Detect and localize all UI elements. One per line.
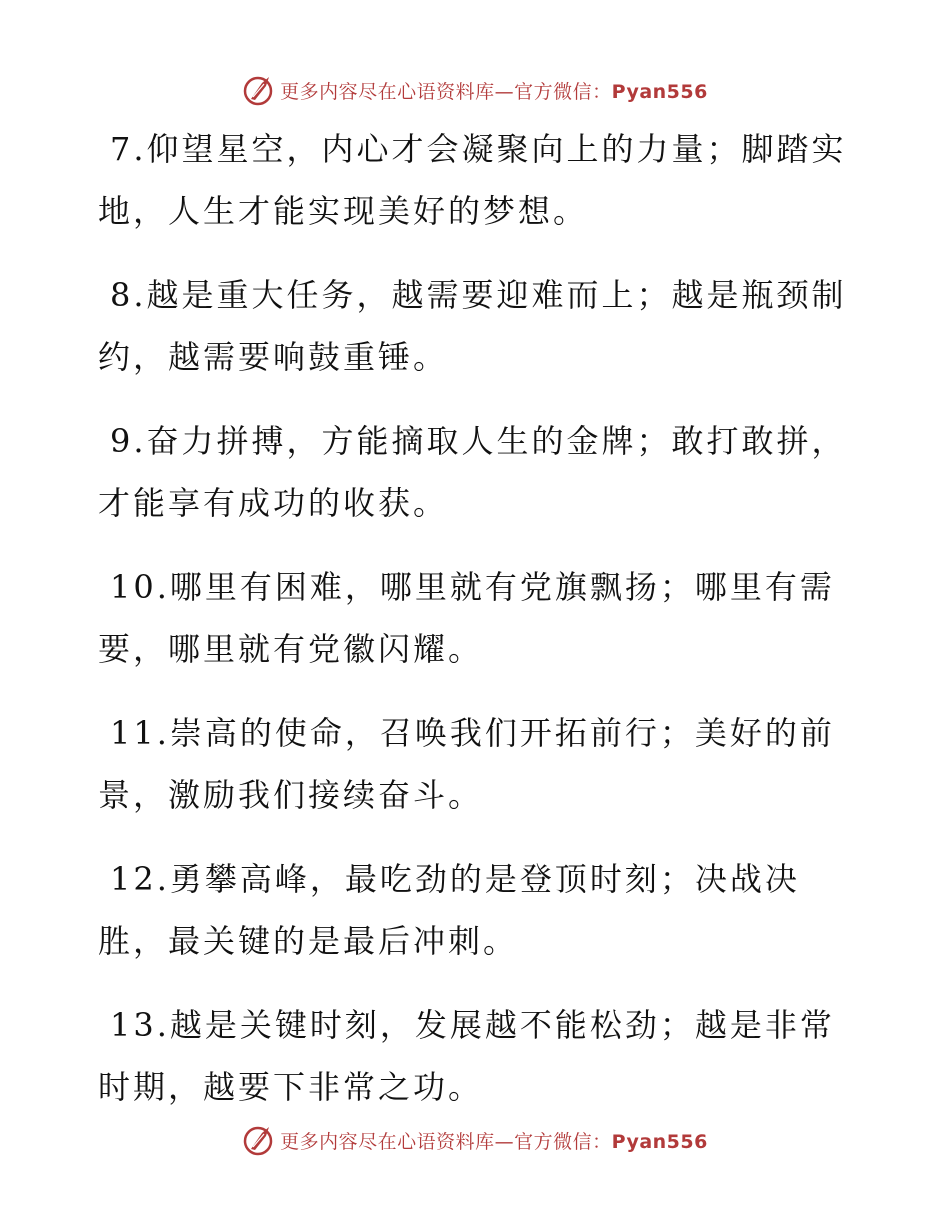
item-number: 11. [110, 714, 170, 752]
pen-nib-logo-icon [242, 73, 276, 107]
pen-nib-logo-icon [242, 1123, 276, 1157]
banner-wechat-id: Pyan556 [611, 80, 708, 103]
banner-prefix: 更多内容尽在心语资料库—官方微信： [280, 1130, 612, 1153]
footer-watermark-banner [0, 1120, 950, 1160]
item-text: 奋力拼搏，方能摘取人生的金牌；敢打敢拼，才能享有成功的收获。 [98, 422, 847, 522]
banner-text [280, 1127, 708, 1154]
banner-wechat-id: Pyan556 [611, 1130, 708, 1153]
item-text: 越是重大任务，越需要迎难而上；越是瓶颈制约，越需要响鼓重锤。 [98, 276, 847, 376]
item-number: 7. [110, 130, 147, 168]
item-text: 哪里有困难，哪里就有党旗飘扬；哪里有需要，哪里就有党徽闪耀。 [98, 568, 835, 668]
item-text: 越是关键时刻，发展越不能松劲；越是非常时期，越要下非常之功。 [98, 1006, 835, 1106]
item-text: 崇高的使命，召唤我们开拓前行；美好的前景，激励我们接续奋斗。 [98, 714, 835, 814]
item-number: 13. [110, 1006, 170, 1044]
item-number: 10. [110, 568, 170, 606]
item-text: 仰望星空，内心才会凝聚向上的力量；脚踏实地，人生才能实现美好的梦想。 [98, 130, 847, 230]
list-item [98, 264, 858, 388]
banner-prefix: 更多内容尽在心语资料库—官方微信： [280, 80, 612, 103]
list-item [98, 556, 858, 680]
item-number: 9. [110, 422, 147, 460]
item-number: 12. [110, 860, 170, 898]
document-body [98, 118, 858, 1140]
list-item [98, 994, 858, 1118]
list-item [98, 410, 858, 534]
list-item [98, 118, 858, 242]
banner-text [280, 77, 708, 104]
list-item [98, 848, 858, 972]
header-watermark-banner [0, 70, 950, 110]
item-number: 8. [110, 276, 147, 314]
list-item [98, 702, 858, 826]
item-text: 勇攀高峰，最吃劲的是登顶时刻；决战决胜，最关键的是最后冲刺。 [98, 860, 800, 960]
